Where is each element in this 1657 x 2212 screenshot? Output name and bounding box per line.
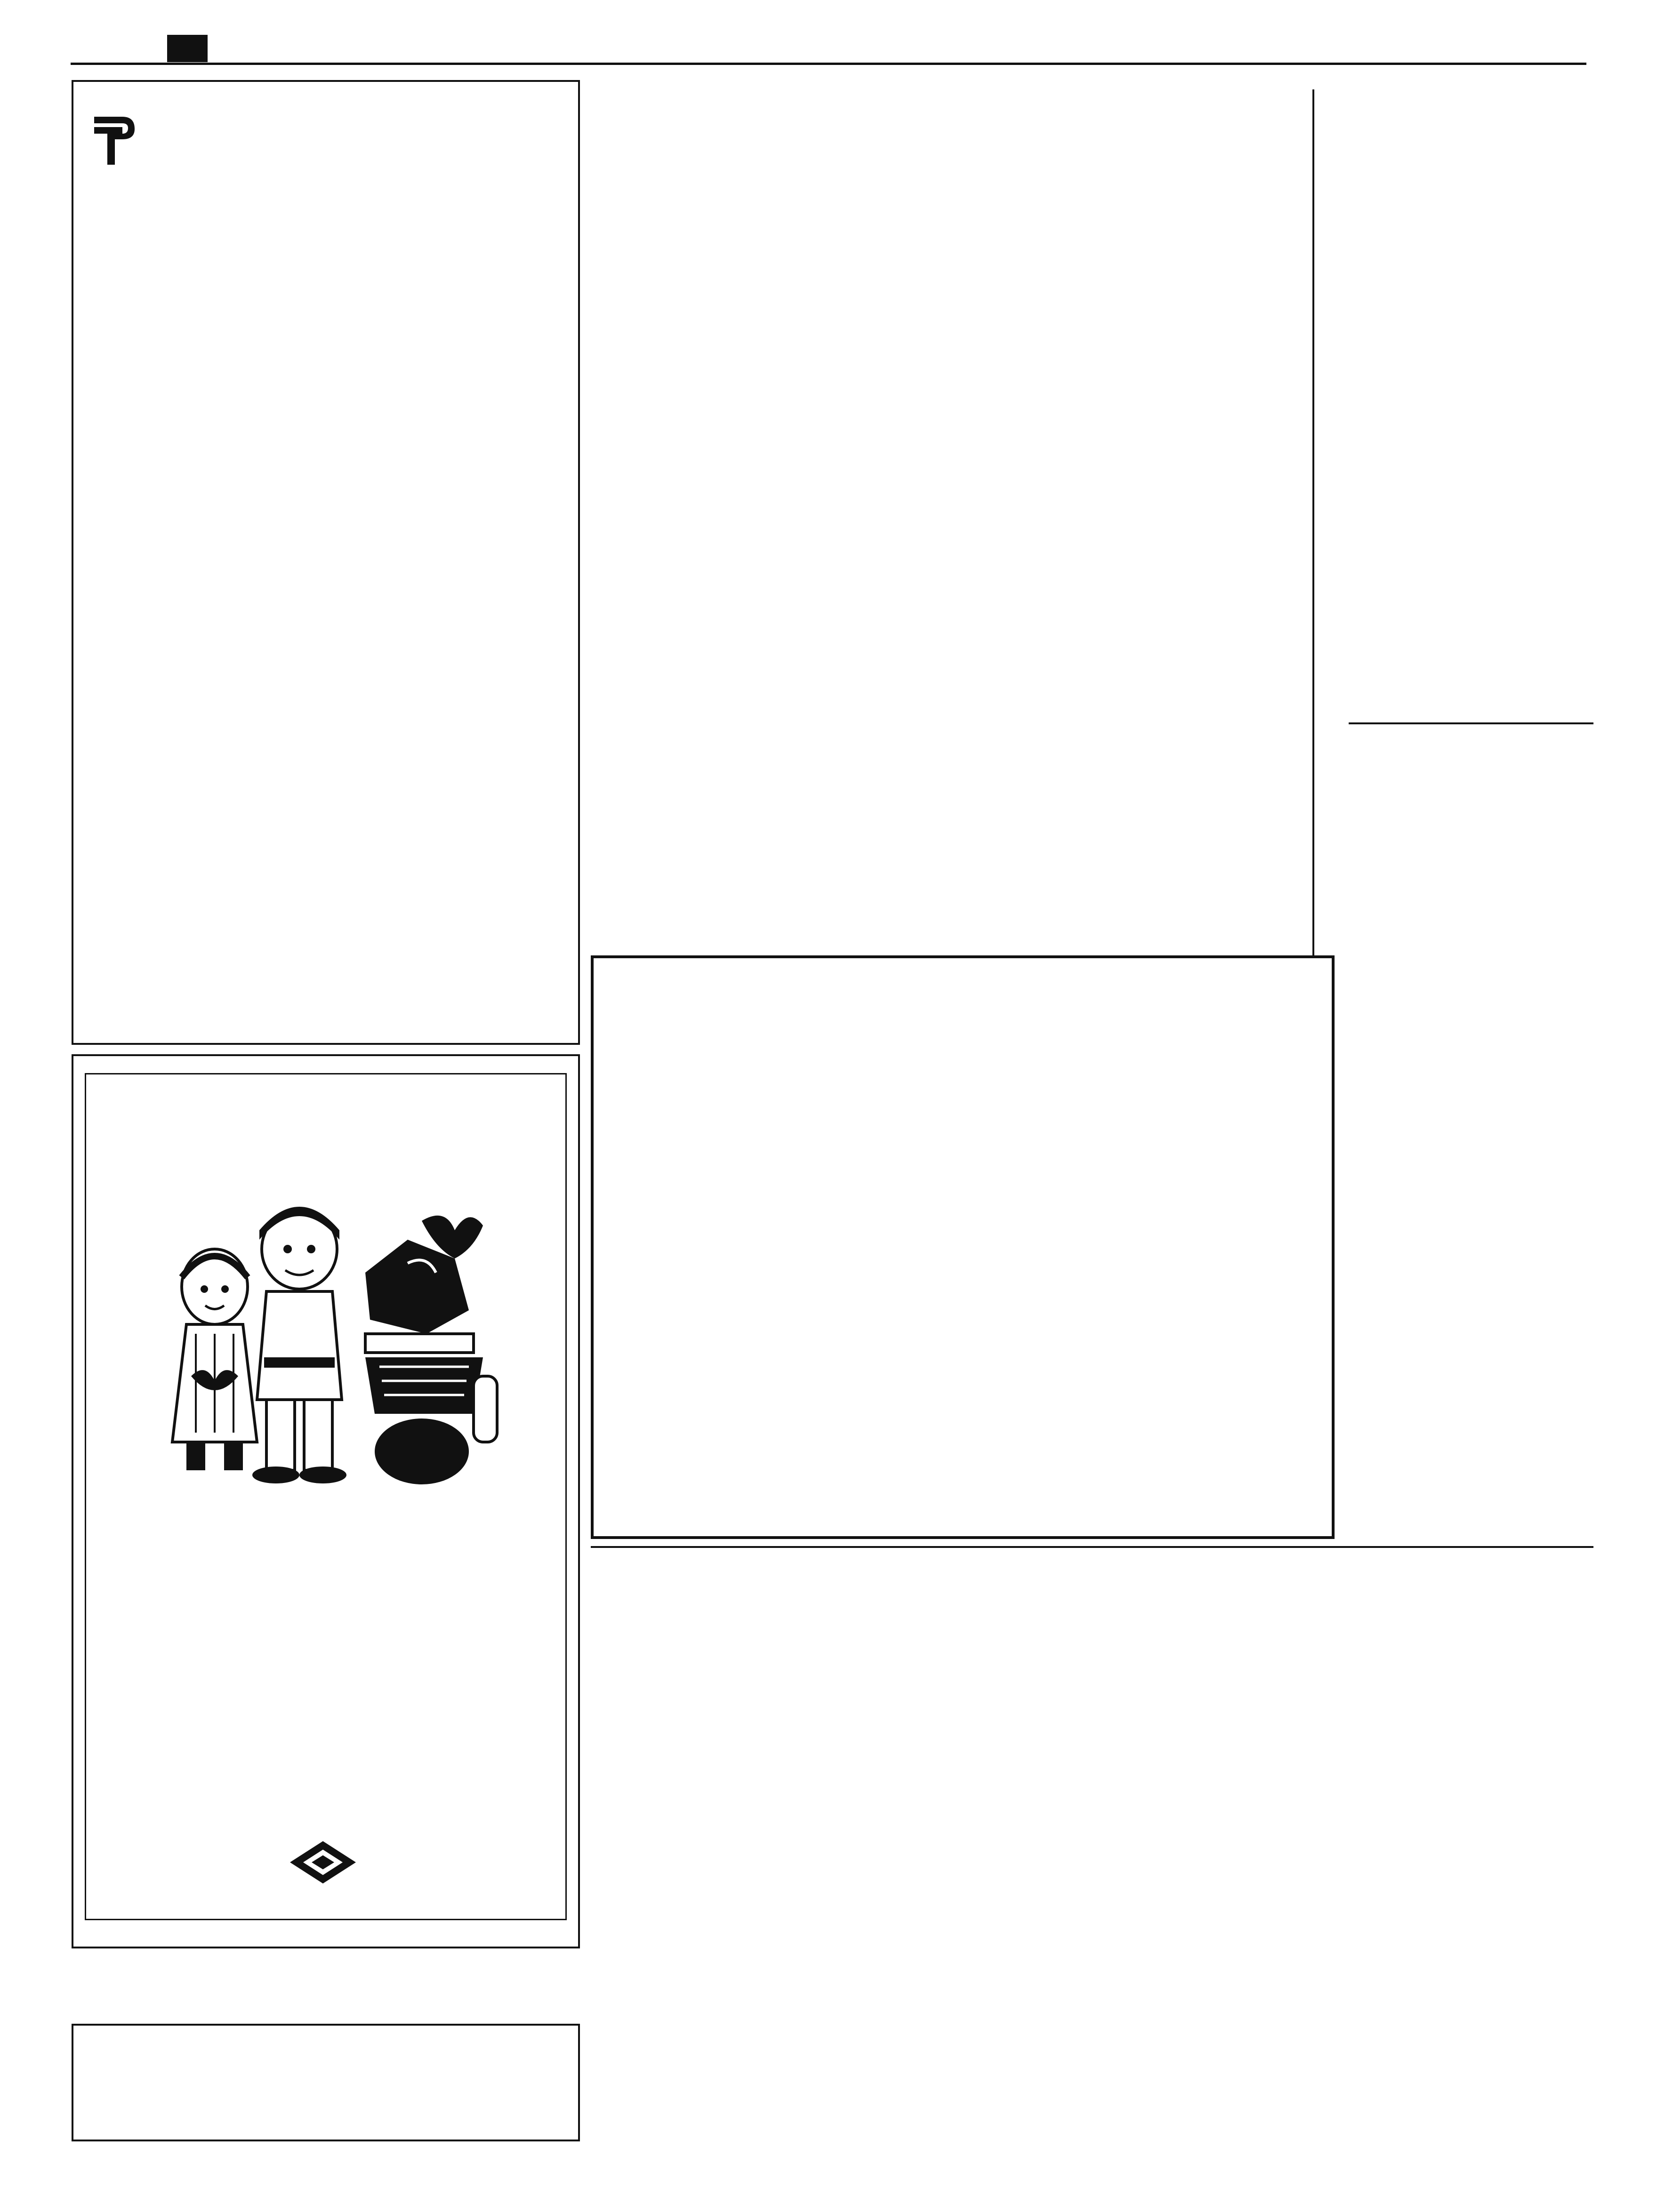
- article-4-body: [1351, 892, 1596, 893]
- column-divider: [1312, 89, 1314, 955]
- article-2-body: [603, 1142, 1304, 1523]
- edp-logo: [91, 115, 137, 167]
- newspaper-logo: [167, 35, 208, 62]
- article-5-top-rule: [591, 1546, 1593, 1548]
- page-header: [71, 33, 1586, 64]
- article-2-box: [591, 955, 1335, 1539]
- diario-lisboa-ad: [72, 2024, 580, 2141]
- craft-fair-ad: [72, 1054, 580, 1948]
- fair-illustration: [144, 1178, 511, 1499]
- rekena-logo-icon: [290, 1841, 356, 1883]
- article-5-body: [600, 1643, 1586, 2163]
- article-3-divider: [1349, 722, 1593, 724]
- article-1-body: [598, 292, 1299, 946]
- article-3-body: [1351, 271, 1596, 272]
- header-rule: [71, 63, 1586, 65]
- edp-notice-ad: [72, 80, 580, 1045]
